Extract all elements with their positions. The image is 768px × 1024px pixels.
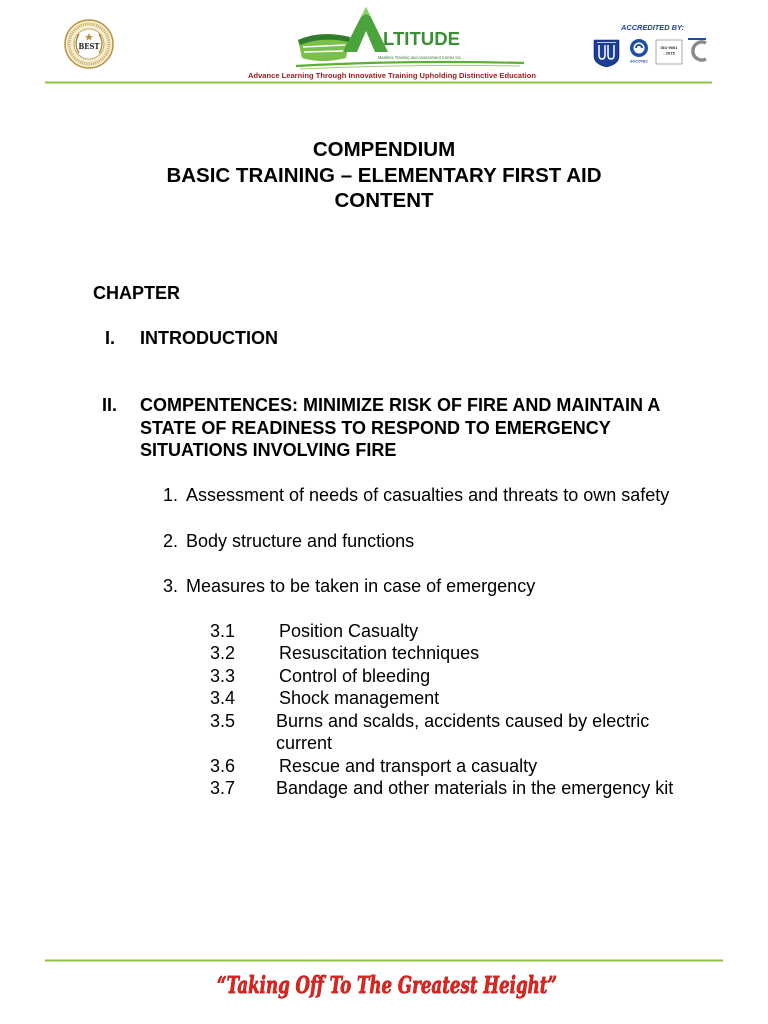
subitem-number: 3.3 <box>210 666 236 686</box>
best-seal-logo <box>65 20 113 68</box>
c-mark-accreditation-logo <box>688 38 706 60</box>
subitem-text: Resuscitation techniques <box>279 643 480 663</box>
brand-subtitle: Maritime Training and Assessment Center Inc. <box>378 55 462 60</box>
section-numeral: II. <box>102 395 118 415</box>
subitem-text: Shock management <box>279 688 440 708</box>
list-item-text: Measures to be taken in case of emergency <box>186 576 536 596</box>
letterhead <box>0 0 768 90</box>
subitem-number: 3.1 <box>210 621 236 641</box>
title-line-3: CONTENT <box>334 189 434 212</box>
list-item-number: 3. <box>163 576 179 596</box>
socotec-text: SOCOTEC <box>630 59 649 64</box>
iso-certification-logo <box>656 40 682 64</box>
title-line-2: BASIC TRAINING – ELEMENTARY FIRST AID <box>166 163 602 187</box>
shield-accreditation-logo <box>594 40 619 67</box>
accreditation-block <box>594 25 706 67</box>
subitem-text: Control of bleeding <box>279 666 431 686</box>
subitem-number: 3.7 <box>210 778 236 798</box>
list-item-text: Assessment of needs of casualties and threats to own safety <box>186 485 670 505</box>
subitem-text: Rescue and transport a casualty <box>279 756 538 776</box>
brand-wordmark: LTITUDE <box>383 29 460 49</box>
list-item-text: Body structure and functions <box>186 531 415 551</box>
iso-line2: : 2015 <box>663 50 675 56</box>
iso-line1: ISO 9001 <box>660 45 678 50</box>
subitem-number: 3.2 <box>210 643 236 663</box>
section-title-line: COMPENTENCES: MINIMIZE RISK OF FIRE AND MAINTAIN A <box>140 395 661 415</box>
accredited-by-label: ACCREDITED BY: <box>619 25 684 32</box>
socotec-logo <box>630 39 648 64</box>
subitem-text: Bandage and other materials in the emergency kit <box>276 778 674 798</box>
subitem-number: 3.4 <box>210 688 236 708</box>
section-title-line: STATE OF READINESS TO RESPOND TO EMERGENCY <box>140 417 611 438</box>
footer-slogan: “Taking Off To The Greatest Height” <box>217 972 557 999</box>
section-title: INTRODUCTION <box>140 328 278 348</box>
section-title <box>140 394 660 462</box>
subitem-number: 3.5 <box>210 711 236 731</box>
seal-text: BEST <box>78 42 101 52</box>
subitem-number: 3.6 <box>210 756 236 776</box>
list-item-number: 2. <box>163 531 179 551</box>
section-numeral: I. <box>105 328 116 348</box>
subitem-text: Burns and scalds, accidents caused by electric <box>276 711 650 731</box>
page-footer <box>0 950 768 1024</box>
title-line-1: COMPENDIUM <box>312 138 456 161</box>
brand-tagline: Advance Learning Through Innovative Training Upholding Distinctive Education <box>248 71 537 80</box>
section-title-line: SITUATIONS INVOLVING FIRE <box>140 440 397 460</box>
list-item-number: 1. <box>163 485 179 505</box>
subitem-text-continuation: current <box>276 733 333 753</box>
subitem-text: Position Casualty <box>279 621 419 641</box>
altitude-brand-logo <box>248 7 536 80</box>
document-title <box>0 137 768 214</box>
chapter-label: CHAPTER <box>93 283 181 303</box>
